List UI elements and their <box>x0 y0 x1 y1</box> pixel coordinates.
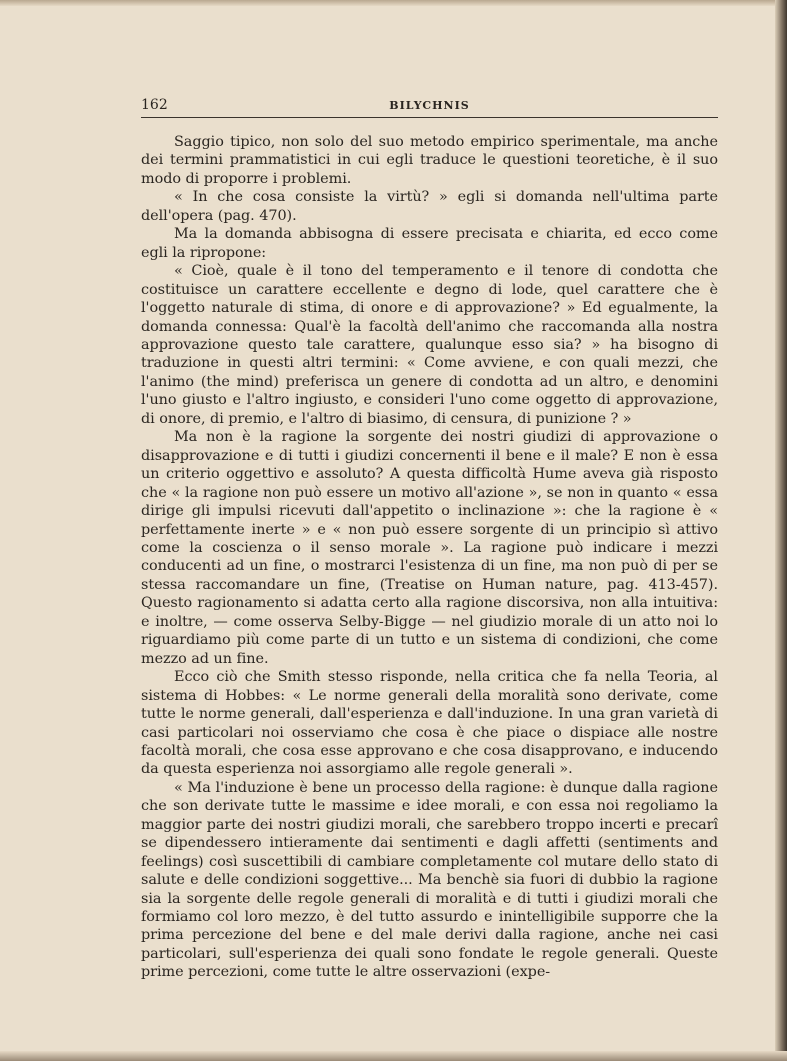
paragraph: Saggio tipico, non solo del suo metodo empirico sperimentale, ma anche dei termini prammatistici in cui egli traduce le questioni teoretiche, è il suo modo di proporre i problemi. <box>141 134 718 187</box>
page-number: 162 <box>141 97 168 113</box>
page-binding-edge <box>775 0 787 1061</box>
paragraph: Ma non è la ragione la sorgente dei nostri giudizi di approvazione o disapprovazione e di tutti i giudizi concernenti il bene e il male? E non è essa un criterio oggettivo e assoluto? A questa difficoltà Hume aveva già risposto che « la ragione non può essere un motivo all'azione », se non in quanto « essa dirige gli impulsi ricevuti dall'appetito o inclinazione »: che la ragione è « perfettamente inerte » e « non può essere sorgente di un principio sì attivo come la coscienza o il senso morale ». La ragione può indicare i mezzi conducenti ad un fine, o mostrarci l'esistenza di un fine, ma non può di per se stessa raccomandare un fine, (Treatise on Human nature, pag. 413-457). Questo ragionamento si adatta certo alla ragione discorsiva, non alla intuitiva: e inoltre, — come osserva Selby-Bigge — nel giudizio morale di un atto noi lo riguardiamo più come parte di un tutto e un sistema di condizioni, che come mezzo ad un fine. <box>141 429 718 667</box>
paragraph: « Cioè, quale è il tono del temperamento e il tenore di condotta che costituisce un carattere eccellente e degno di lode, quel carattere che è l'oggetto naturale di stima, di onore e di approvazione? » Ed egualmente, la domanda connessa: Qual'è la facoltà dell'animo che raccomanda alla nostra approvazione questo tale carattere, qualunque esso sia? » ha bisogno di traduzione in questi altri termini: « Come avviene, e con quali mezzi, che l'animo (the mind) preferisca un genere di condotta ad un altro, e denomini l'uno giusto e l'altro ingiusto, e consideri l'uno come oggetto di approvazione, di onore, di premio, e l'altro di biasimo, di censura, di punizione ? » <box>141 263 718 427</box>
page-header <box>141 97 718 118</box>
page-bottom-edge <box>0 1051 787 1061</box>
paragraph: Ma la domanda abbisogna di essere precisata e chiarita, ed ecco come egli la ripropone: <box>141 226 718 261</box>
running-head: BILYCHNIS <box>389 99 470 112</box>
body-text <box>141 133 718 982</box>
page-top-edge <box>0 0 787 6</box>
paragraph: « Ma l'induzione è bene un processo della ragione: è dunque dalla ragione che son derivate tutte le massime e idee morali, e con essa noi regoliamo la maggior parte dei nostri giudizi morali, che sarebbero troppo incerti e precarî se dipendessero intieramente dai sentimenti e dagli affetti (sentiments and feelings) così suscettibili di cambiare completamente col mutare dello stato di salute e delle condizioni soggettive... Ma benchè sia fuori di dubbio la ragione sia la sorgente delle regole generali di moralità e di tutti i giudizi morali che formiamo col loro mezzo, è del tutto assurdo e inintelligibile supporre che la prima percezione del bene e del male derivi dalla ragione, anche nei casi particolari, sull'esperienza dei quali sono fondate le regole generali. Queste prime percezioni, come tutte le altre osservazioni (expe- <box>141 779 718 981</box>
paragraph: Ecco ciò che Smith stesso risponde, nella critica che fa nella Teoria, al sistema di Hobbes: « Le norme generali della moralità sono derivate, come tutte le norme generali, dall'esperienza e dall'induzione. In una gran varietà di casi particolari noi osserviamo che cosa è che piace o dispiace alle nostre facoltà morali, che cosa esse approvano e che cosa disapprovano, e inducendo da questa esperienza noi assorgiamo alle regole generali ». <box>141 669 718 778</box>
paragraph: « In che cosa consiste la virtù? » egli si domanda nell'ultima parte dell'opera (pag. 470). <box>141 189 718 224</box>
